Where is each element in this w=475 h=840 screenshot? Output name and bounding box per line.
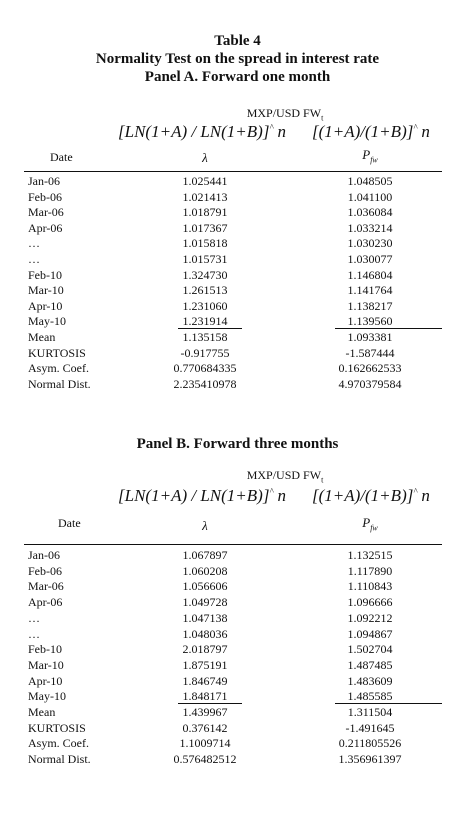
row-label: KURTOSIS [28,720,86,735]
price-column-header: $P_{fw}$ [362,147,378,165]
table-title: Table 4 [214,33,261,49]
row-label: Apr-06 [28,220,63,235]
lambda-value: 1.021413 [182,189,228,204]
price-value: 1.146804 [347,267,393,282]
row-label: Feb-10 [28,267,62,282]
price-value: 1.139560 [347,314,393,329]
price-value: 1.096666 [347,595,393,610]
lambda-column-header: λ [202,518,208,533]
price-value: 1.030077 [347,252,393,266]
panel-a-title: Panel A. Forward one month [144,69,331,85]
row-label: Asym. Coef. [28,736,89,751]
date-column-header: Date [50,150,73,164]
price-value: 4.970379584 [338,376,402,391]
lambda-column-header: λ [202,150,208,165]
row-label: Normal Dist. [28,376,91,391]
row-label: Feb-06 [28,189,62,204]
lambda-formula: [LN(1+A) / LN(1+B)]^ n [118,122,286,141]
price-value: 0.211805526 [338,736,402,751]
table-row [0,595,475,610]
table-row [0,330,475,345]
row-label: Normal Dist. [28,752,91,767]
table-row [0,736,475,751]
price-value: 1.033214 [347,220,393,235]
lambda-value: 1.017367 [182,220,228,235]
table-row [0,611,475,626]
table-row [0,361,475,376]
table-row [0,705,475,720]
lambda-value: 1.231914 [182,314,228,329]
table-row [0,236,475,251]
lambda-value: 2.235410978 [173,376,237,391]
row-label: Feb-10 [28,642,62,657]
row-label: May-10 [28,689,66,704]
price-value: 1.138217 [347,298,393,313]
row-label: … [28,236,40,251]
row-label: Apr-10 [28,673,63,688]
row-label: … [28,626,40,641]
table-row [0,190,475,205]
lambda-value: 1.018791 [182,205,228,220]
currency-pair-label: MXP/USD $FW_t$ [246,106,324,123]
row-label: Mar-06 [28,579,64,594]
price-value: 1.132515 [347,548,393,562]
row-label: KURTOSIS [28,345,86,360]
price-formula: [(1+A)/(1+B)]^ n [312,486,430,505]
lambda-formula: [LN(1+A) / LN(1+B)]^ n [118,486,286,505]
lambda-value: 0.770684335 [173,361,237,376]
header-rule [24,544,442,545]
row-label: Jan-06 [28,548,60,562]
price-value: 1.110843 [347,579,393,594]
table-row [0,205,475,220]
price-value: 1.502704 [347,642,393,657]
lambda-value: 1.048036 [182,626,228,641]
panel-b-title: Panel B. Forward three months [136,436,339,452]
table-row [0,752,475,767]
lambda-value: 0.376142 [182,720,228,735]
row-label: Mar-10 [28,283,64,298]
table-row [0,346,475,361]
table-row [0,721,475,736]
row-label: Apr-10 [28,298,63,313]
lambda-value: 1.231060 [182,298,228,313]
row-label: Mean [28,330,56,344]
table-row [0,658,475,673]
table-row [0,299,475,314]
lambda-value: 1.261513 [182,283,228,298]
price-value: 1.141764 [347,283,393,298]
lambda-value: 1.1009714 [179,736,231,751]
price-value: 1.041100 [347,189,393,204]
lambda-value: 1.015818 [182,236,228,251]
lambda-value: 1.060208 [182,563,228,578]
price-value: 1.036084 [347,205,393,220]
lambda-value: 1.047138 [182,610,228,625]
price-value: 1.117890 [347,563,393,578]
price-formula: [(1+A)/(1+B)]^ n [312,122,430,141]
price-value: 1.094867 [347,626,393,641]
table-row [0,548,475,563]
price-column-header: $P_{fw}$ [362,515,378,533]
lambda-value: 1.324730 [182,267,228,282]
lambda-value: 0.576482512 [173,752,237,767]
price-value: 1.092212 [347,610,393,625]
table-row [0,377,475,392]
lambda-value: 1.848171 [182,689,228,704]
table-row [0,314,475,329]
table-row [0,268,475,283]
table-subtitle: Normality Test on the spread in interest rate [95,51,380,67]
table-row [0,627,475,642]
lambda-value: 2.018797 [182,642,228,657]
row-label: … [28,252,40,266]
price-value: 1.093381 [347,330,393,344]
row-label: Apr-06 [28,595,63,610]
table-row [0,642,475,657]
table-row [0,252,475,267]
lambda-value: 1.056606 [182,579,228,594]
table-row [0,579,475,594]
table-row [0,674,475,689]
price-value: 1.483609 [347,673,393,688]
price-value: 1.487485 [347,657,393,672]
row-label: May-10 [28,314,66,329]
lambda-value: -0.917755 [180,345,230,360]
lambda-value: 1.049728 [182,595,228,610]
lambda-value: 1.439967 [182,705,228,719]
lambda-value: 1.015731 [182,252,228,266]
table-row [0,221,475,236]
price-value: -1.491645 [345,720,395,735]
table-row [0,689,475,704]
price-value: 1.485585 [347,689,393,704]
lambda-value: 1.846749 [182,673,228,688]
date-column-header: Date [58,516,81,530]
row-label: Feb-06 [28,563,62,578]
header-rule [24,171,442,172]
lambda-value: 1.025441 [182,174,228,188]
price-value: 1.048505 [347,174,393,188]
table-row [0,283,475,298]
row-label: … [28,610,40,625]
price-value: -1.587444 [345,345,395,360]
lambda-value: 1.067897 [182,548,228,562]
row-label: Mar-06 [28,205,64,220]
row-label: Mar-10 [28,657,64,672]
table-row [0,174,475,189]
lambda-value: 1.875191 [182,657,228,672]
price-value: 0.162662533 [338,361,402,376]
table-row [0,564,475,579]
price-value: 1.311504 [347,705,393,719]
lambda-value: 1.135158 [182,330,228,344]
currency-pair-label: MXP/USD $FW_t$ [246,468,324,485]
price-value: 1.356961397 [338,752,402,767]
row-label: Mean [28,705,56,719]
row-label: Jan-06 [28,174,60,188]
price-value: 1.030230 [347,236,393,251]
row-label: Asym. Coef. [28,361,89,376]
